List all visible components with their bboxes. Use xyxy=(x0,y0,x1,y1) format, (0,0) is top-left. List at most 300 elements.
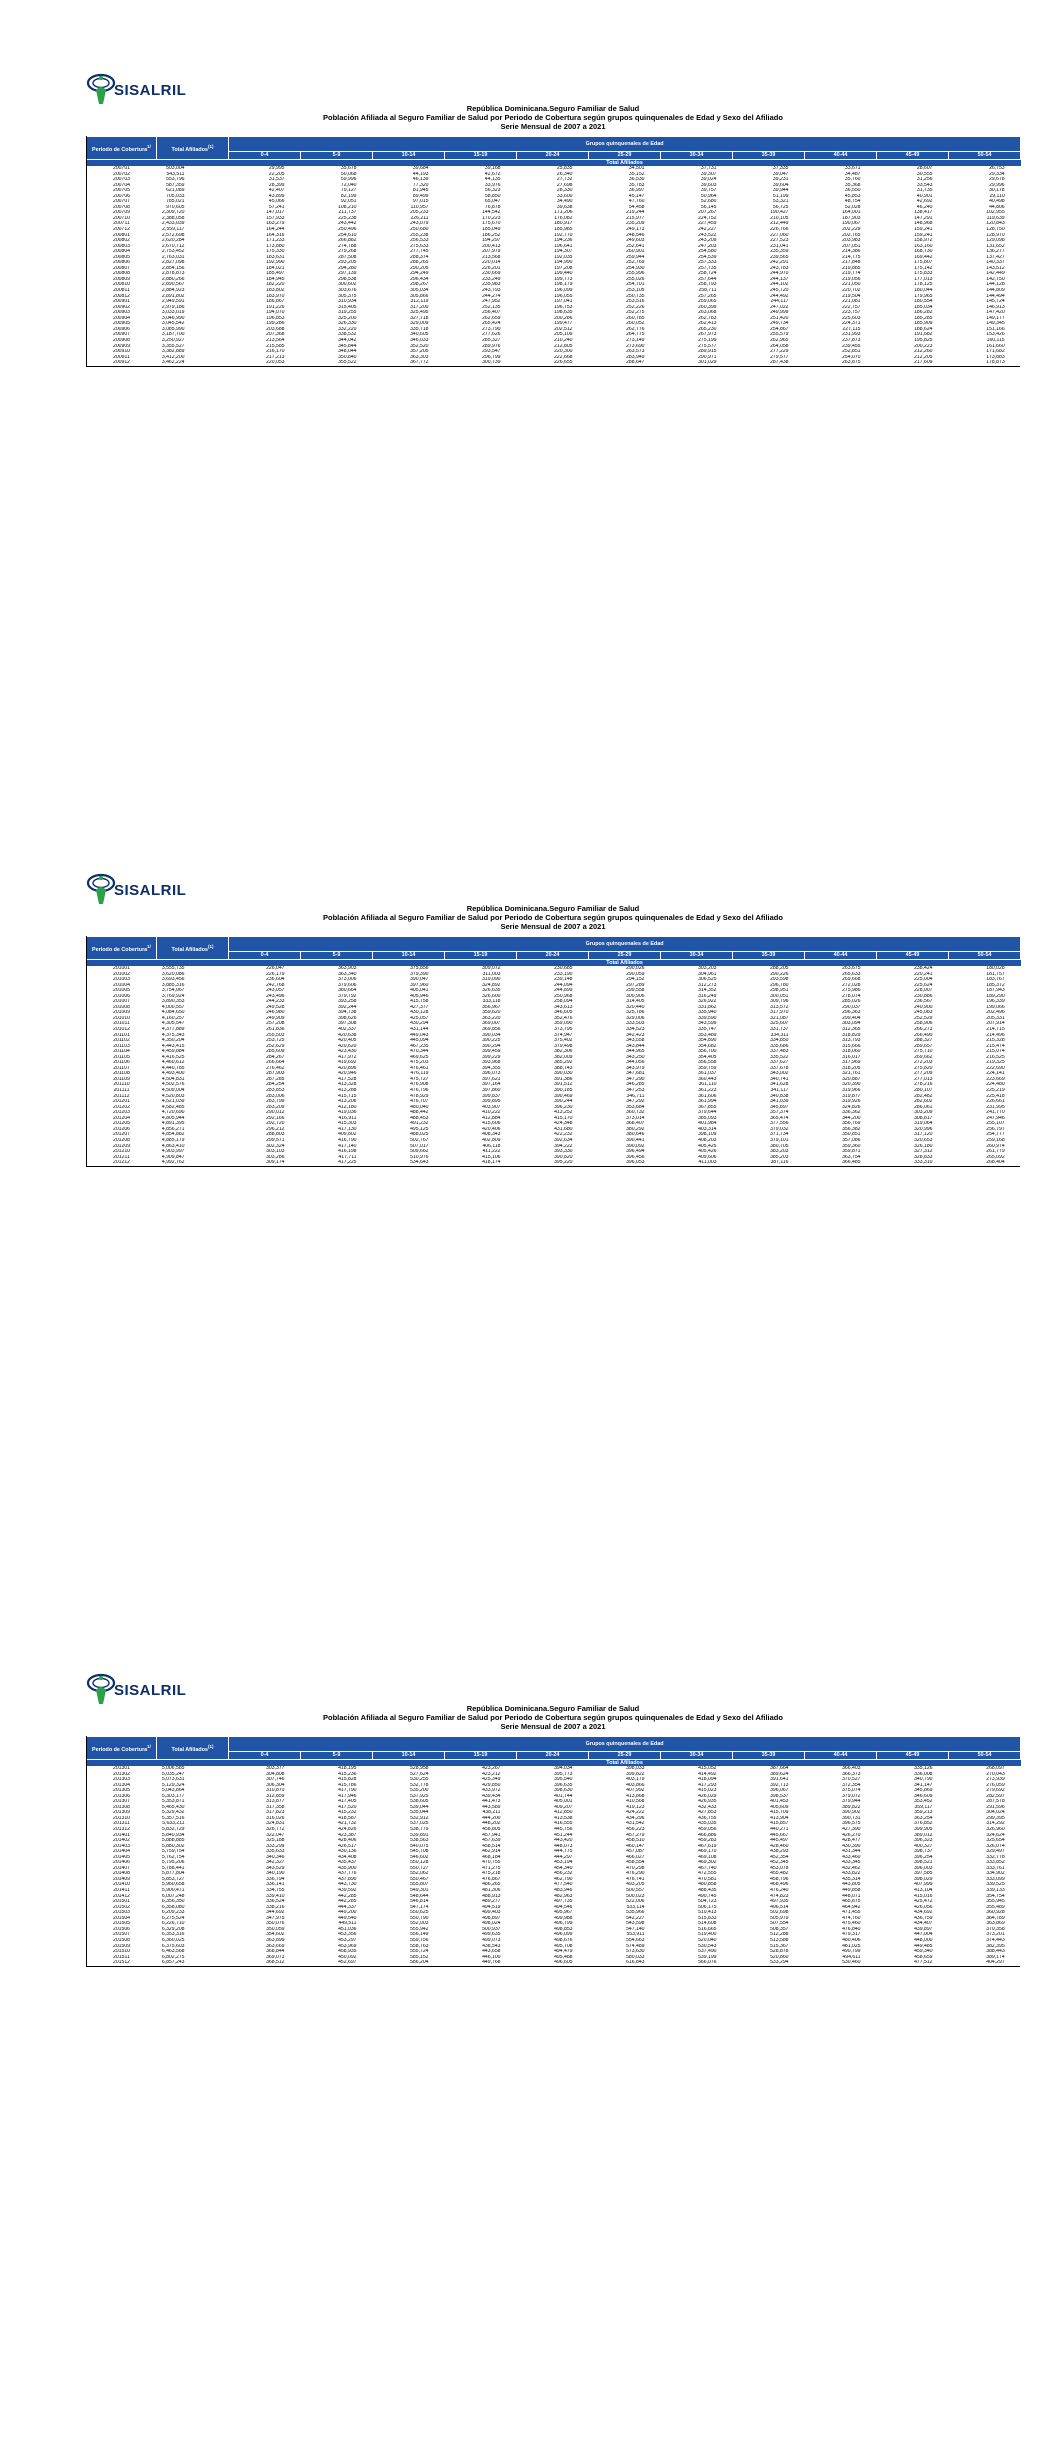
cell-age-value: 468,496 xyxy=(770,1882,789,1888)
cell-age-value: 283,799 xyxy=(266,1099,285,1105)
cell-age-value: 277,745 xyxy=(410,249,429,255)
cell-age-value: 538,605 xyxy=(410,1799,429,1805)
cell-age-value: 317,120 xyxy=(914,1132,933,1138)
cell-age-value: 148,968 xyxy=(914,221,933,227)
cell-total: 4,509,004 xyxy=(161,1088,185,1094)
header-age-20-24: 20-24 xyxy=(517,1752,589,1760)
cell-age-value: 269,662 xyxy=(914,1054,933,1060)
cell-age-value: 430,128 xyxy=(410,1010,429,1016)
cell-age-value: 444,200 xyxy=(482,1815,501,1821)
cell-total: 3,085,990 xyxy=(161,326,185,332)
cell-age-value: 417,140 xyxy=(338,1143,357,1149)
cell-total: 2,979,186 xyxy=(161,304,185,310)
cell-total: 2,827,098 xyxy=(161,260,185,266)
header-total-label: Total Afiliados xyxy=(171,946,209,953)
cell-periodo: 201205 xyxy=(113,1121,130,1127)
cell-age-value: 33,671 xyxy=(844,166,861,171)
table-row xyxy=(87,1160,1021,1166)
cell-age-value: 244,102 xyxy=(770,282,789,288)
cell-age-value: 33,976 xyxy=(484,182,501,188)
cell-age-value: 202,512 xyxy=(554,326,573,332)
cell-age-value: 313,793 xyxy=(842,1038,861,1044)
cell-age-value: 476,461 xyxy=(410,1065,429,1071)
cell-age-value: 494,611 xyxy=(842,1954,861,1960)
cell-periodo: 200809 xyxy=(113,276,130,282)
cell-age-value: 369,073 xyxy=(266,1954,285,1960)
cell-periodo: 201202 xyxy=(113,1104,130,1110)
cell-age-value: 46,139 xyxy=(412,177,429,183)
cell-age-value: 30,178 xyxy=(989,188,1005,194)
cell-age-value: 77,320 xyxy=(412,182,429,188)
cell-age-value: 346,285 xyxy=(626,1082,645,1088)
cell-age-value: 453,078 xyxy=(770,1865,789,1871)
cell-periodo: 201307 xyxy=(113,1799,130,1805)
cell-age-value: 547,140 xyxy=(626,1926,645,1932)
cell-periodo: 201301 xyxy=(113,1766,130,1771)
cell-age-value: 333,310 xyxy=(914,1160,933,1166)
cell-age-value: 292,720 xyxy=(266,1121,285,1127)
cell-age-value: 36,550 xyxy=(844,188,861,194)
cell-age-value: 426,935 xyxy=(698,1799,717,1805)
cell-age-value: 415,786 xyxy=(338,1782,357,1788)
cell-age-value: 326,180 xyxy=(914,1143,933,1149)
cell-age-value: 263,068 xyxy=(698,310,717,316)
cell-age-value: 438,211 xyxy=(482,1810,501,1816)
cell-age-value: 288,803 xyxy=(266,1132,285,1138)
cell-age-value: 390,047 xyxy=(410,977,429,983)
cell-age-value: 250,735 xyxy=(626,293,645,299)
report-titles xyxy=(86,1704,1020,1731)
cell-age-value: 252,851 xyxy=(842,349,861,355)
cell-age-value: 405,425 xyxy=(698,1143,717,1149)
cell-age-value: 363,899 xyxy=(266,1937,285,1943)
cell-age-value: 266,273 xyxy=(914,1027,933,1033)
cell-age-value: 217,213 xyxy=(266,354,285,360)
cell-age-value: 373,006 xyxy=(338,977,357,983)
cell-periodo: 201111 xyxy=(113,1088,130,1094)
header-age-5-9: 5-9 xyxy=(301,152,373,160)
cell-age-value: 486,265 xyxy=(482,1882,501,1888)
cell-total: 6,802,275 xyxy=(161,1954,185,1960)
cell-age-value: 339,410 xyxy=(266,1893,285,1899)
cell-age-value: 427,377 xyxy=(410,1004,429,1010)
cell-age-value: 250,496 xyxy=(338,227,357,233)
cell-age-value: 254,580 xyxy=(698,249,717,255)
cell-age-value: 420,896 xyxy=(338,1065,357,1071)
cell-age-value: 476,796 xyxy=(410,1088,429,1094)
cell-age-value: 244,233 xyxy=(266,999,285,1005)
cell-age-value: 260,785 xyxy=(626,315,645,321)
cell-age-value: 366,485 xyxy=(842,1160,861,1166)
cell-periodo: 201203 xyxy=(113,1110,130,1116)
cell-age-value: 457,279 xyxy=(626,1832,645,1838)
cell-age-value: 332,778 xyxy=(986,1854,1005,1860)
cell-age-value: 502,767 xyxy=(410,1137,429,1143)
cell-age-value: 507,554 xyxy=(770,1921,789,1927)
cell-age-value: 415,106 xyxy=(482,1154,501,1160)
cell-age-value: 360,443 xyxy=(698,1076,717,1082)
cell-age-value: 326,600 xyxy=(482,993,501,999)
cell-age-value: 379,072 xyxy=(842,1793,861,1799)
cell-age-value: 399,822 xyxy=(626,1771,645,1777)
cell-periodo: 201505 xyxy=(113,1921,130,1927)
cell-age-value: 243,522 xyxy=(698,232,717,238)
cell-age-value: 214,715 xyxy=(986,1027,1005,1033)
cell-age-value: 300,739 xyxy=(482,360,501,366)
cell-age-value: 180,554 xyxy=(914,299,933,305)
cell-periodo: 201005 xyxy=(113,988,130,994)
cell-age-value: 495,488 xyxy=(554,1954,573,1960)
cell-age-value: 389,624 xyxy=(770,1771,789,1777)
cell-periodo: 201006 xyxy=(113,993,130,999)
cell-age-value: 462,790 xyxy=(554,1876,573,1882)
cell-age-value: 283,209 xyxy=(266,1104,285,1110)
cell-periodo: 201405 xyxy=(113,1854,130,1860)
logo-text: SISALRIL xyxy=(114,882,187,899)
cell-periodo: 201003 xyxy=(113,977,130,983)
cell-periodo: 201210 xyxy=(113,1149,130,1155)
cell-age-value: 343,558 xyxy=(626,1038,645,1044)
cell-age-value: 180,917 xyxy=(554,221,573,227)
cell-age-value: 289,915 xyxy=(698,349,717,355)
cell-total: 4,992,762 xyxy=(161,1160,185,1166)
cell-age-value: 237,873 xyxy=(842,337,861,343)
report-series: Serie Mensual de 2007 a 2021 xyxy=(500,122,606,131)
cell-age-value: 182,220 xyxy=(266,282,285,288)
cell-age-value: 259,168 xyxy=(986,1137,1005,1143)
cell-periodo: 201412 xyxy=(113,1893,130,1899)
cell-age-value: 44,806 xyxy=(989,204,1005,210)
cell-total: 6,226,710 xyxy=(161,1921,185,1927)
cell-age-value: 153,426 xyxy=(986,332,1005,338)
cell-periodo: 201012 xyxy=(113,1027,130,1033)
cell-age-value: 158,972 xyxy=(914,238,933,244)
cell-age-value: 191,226 xyxy=(266,304,285,310)
cell-age-value: 335,747 xyxy=(698,1027,717,1033)
cell-age-value: 476,119 xyxy=(410,1071,429,1077)
cell-age-value: 532,912 xyxy=(410,1815,429,1821)
cell-age-value: 220,014 xyxy=(482,260,501,266)
cell-age-value: 405,041 xyxy=(410,988,429,994)
cell-age-value: 441,473 xyxy=(482,1799,501,1805)
cell-age-value: 290,226 xyxy=(770,971,789,977)
cell-age-value: 433,460 xyxy=(842,1854,861,1860)
cell-age-value: 144,128 xyxy=(986,282,1005,288)
cell-age-value: 457,639 xyxy=(482,1838,501,1844)
cell-age-value: 255,503 xyxy=(266,1032,285,1038)
logo-emblem-icon xyxy=(86,1670,116,1706)
header-age-35-39: 35-39 xyxy=(733,1752,805,1760)
cell-total: 3,462,224 xyxy=(161,360,185,366)
cell-total: 2,878,873 xyxy=(161,271,185,277)
cell-age-value: 403,179 xyxy=(626,1777,645,1783)
cell-age-value: 366,373 xyxy=(842,1771,861,1777)
cell-age-value: 402,337 xyxy=(338,1027,357,1033)
cell-age-value: 397,308 xyxy=(338,1021,357,1027)
cell-age-value: 304,808 xyxy=(266,1771,285,1777)
cell-total: 5,043,864 xyxy=(161,1788,185,1794)
cell-age-value: 530,543 xyxy=(698,1943,717,1949)
cell-age-value: 293,598 xyxy=(770,977,789,983)
cell-total: 4,440,785 xyxy=(161,1065,185,1071)
cell-age-value: 398,521 xyxy=(914,1860,933,1866)
cell-age-value: 290,026 xyxy=(626,966,645,971)
cell-age-value: 534,643 xyxy=(410,1160,429,1166)
cell-total: 4,582,485 xyxy=(161,1104,185,1110)
cell-age-value: 312,365 xyxy=(842,1027,861,1033)
cell-age-value: 185,049 xyxy=(482,227,501,233)
cell-age-value: 244,492 xyxy=(770,293,789,299)
logo-text: SISALRIL xyxy=(114,1682,187,1699)
cell-age-value: 196,339 xyxy=(986,999,1005,1005)
cell-age-value: 39,307 xyxy=(700,171,717,177)
cell-age-value: 443,589 xyxy=(482,1804,501,1810)
cell-age-value: 214,386 xyxy=(842,249,861,255)
cell-age-value: 444,337 xyxy=(338,1904,357,1910)
cell-age-value: 310,934 xyxy=(338,299,357,305)
cell-age-value: 220,053 xyxy=(266,360,285,366)
cell-age-value: 333,761 xyxy=(986,1865,1005,1871)
cell-age-value: 199,773 xyxy=(554,276,573,282)
cell-age-value: 272,203 xyxy=(914,1060,933,1066)
cell-age-value: 396,456 xyxy=(626,1154,645,1160)
cell-age-value: 459,340 xyxy=(914,1949,933,1955)
cell-age-value: 341,117 xyxy=(770,1088,789,1094)
cell-age-value: 329,497 xyxy=(986,1849,1005,1855)
cell-age-value: 339,590 xyxy=(698,1015,717,1021)
cell-age-value: 334,850 xyxy=(770,1038,789,1044)
header-age-15-19: 15-19 xyxy=(445,152,517,160)
cell-periodo: 200806 xyxy=(113,260,130,266)
cell-periodo: 201507 xyxy=(113,1932,130,1938)
cell-periodo: 201504 xyxy=(113,1915,130,1921)
cell-age-value: 318,060 xyxy=(842,1049,861,1055)
cell-age-value: 375,402 xyxy=(554,1038,573,1044)
cell-age-value: 476,908 xyxy=(410,1082,429,1088)
cell-periodo: 201206 xyxy=(113,1126,130,1132)
cell-total: 6,358,080 xyxy=(161,1904,185,1910)
cell-age-value: 289,976 xyxy=(482,343,501,349)
cell-age-value: 175,670 xyxy=(482,221,501,227)
cell-age-value: 359,117 xyxy=(914,1804,933,1810)
cell-age-value: 161,660 xyxy=(986,343,1005,349)
cell-age-value: 447,004 xyxy=(914,1932,933,1938)
cell-age-value: 235,983 xyxy=(482,282,501,288)
cell-total: 6,209,233 xyxy=(161,1910,185,1916)
cell-periodo: 201503 xyxy=(113,1910,130,1916)
cell-age-value: 355,489 xyxy=(986,1904,1005,1910)
cell-age-value: 45,147 xyxy=(628,193,645,199)
cell-age-value: 257,735 xyxy=(698,265,717,271)
cell-age-value: 243,057 xyxy=(266,988,285,994)
cell-age-value: 222,690 xyxy=(986,1065,1005,1071)
cell-total: 2,884,923 xyxy=(161,288,185,294)
cell-age-value: 392,634 xyxy=(554,1137,573,1143)
cell-age-value: 355,522 xyxy=(338,360,357,366)
cell-age-value: 423,267 xyxy=(482,1766,501,1771)
cell-age-value: 279,268 xyxy=(338,249,357,255)
cell-age-value: 340,790 xyxy=(914,1777,933,1783)
cell-age-value: 558,763 xyxy=(410,1943,429,1949)
cell-age-value: 54,458 xyxy=(628,204,645,210)
cell-age-value: 222,668 xyxy=(554,354,573,360)
cell-age-value: 398,537 xyxy=(770,1793,789,1799)
cell-age-value: 343,529 xyxy=(266,1865,285,1871)
cell-age-value: 202,496 xyxy=(986,1010,1005,1016)
cell-age-value: 325,188 xyxy=(266,1838,285,1844)
cell-age-value: 266,882 xyxy=(338,238,357,244)
cell-age-value: 190,067 xyxy=(842,221,861,227)
cell-age-value: 445,667 xyxy=(770,1832,789,1838)
cell-age-value: 53,321 xyxy=(772,199,789,205)
report-subtitle: Población Afiliada al Seguro Familiar de Salud por Periodo de Cobertura según grupos quinquenales de Edad y Sexo del Afiliado xyxy=(323,913,783,922)
cell-age-value: 555,942 xyxy=(410,1926,429,1932)
cell-age-value: 304,961 xyxy=(698,971,717,977)
cell-age-value: 285,026 xyxy=(842,999,861,1005)
cell-age-value: 79,127 xyxy=(340,188,357,194)
cell-age-value: 39,168 xyxy=(484,166,501,171)
cell-age-value: 585,152 xyxy=(410,1954,429,1960)
table-row xyxy=(87,360,1021,366)
cell-total: 5,880,302 xyxy=(161,1843,185,1849)
cell-age-value: 379,644 xyxy=(698,1110,717,1116)
cell-age-value: 361,110 xyxy=(698,1082,717,1088)
cell-age-value: 215,977 xyxy=(626,215,645,221)
cell-age-value: 458,510 xyxy=(626,1838,645,1844)
cell-periodo: 200706 xyxy=(113,193,130,199)
cell-age-value: 460,147 xyxy=(626,1843,645,1849)
cell-age-value: 391,386 xyxy=(554,1076,573,1082)
cell-age-value: 466,886 xyxy=(698,1832,717,1838)
cell-periodo: 201009 xyxy=(113,1010,130,1016)
cell-age-value: 537,025 xyxy=(410,1821,429,1827)
cell-age-value: 552,062 xyxy=(410,1871,429,1877)
cell-age-value: 379,032 xyxy=(770,1126,789,1132)
cell-age-value: 249,999 xyxy=(770,310,789,316)
header-total xyxy=(157,1737,229,1760)
cell-age-value: 29,110 xyxy=(989,193,1005,199)
cell-age-value: 413,206 xyxy=(338,1099,357,1105)
cell-total: 4,305,547 xyxy=(161,1021,185,1027)
cell-age-value: 488,453 xyxy=(410,1115,429,1121)
cell-age-value: 356,558 xyxy=(698,1060,717,1066)
cell-age-value: 401,744 xyxy=(554,1793,573,1799)
header-age-25-29: 25-29 xyxy=(589,952,661,960)
cell-periodo: 201211 xyxy=(113,1154,130,1160)
cell-age-value: 417,293 xyxy=(698,1782,717,1788)
cell-periodo: 200805 xyxy=(113,254,130,260)
cell-age-value: 489,277 xyxy=(482,1899,501,1905)
cell-age-value: 390,294 xyxy=(482,1043,501,1049)
cell-age-value: 39,047 xyxy=(772,171,789,177)
cell-periodo: 201212 xyxy=(113,1160,130,1166)
cell-age-value: 425,057 xyxy=(410,1015,429,1021)
cell-age-value: 452,345 xyxy=(770,1860,789,1866)
cell-age-value: 259,065 xyxy=(698,299,717,305)
cell-age-value: 39,603 xyxy=(700,182,717,188)
cell-age-value: 380,664 xyxy=(338,988,357,994)
cell-age-value: 268,404 xyxy=(986,1160,1005,1166)
cell-age-value: 59,996 xyxy=(340,177,357,183)
cell-age-value: 390,244 xyxy=(554,1099,573,1105)
cell-age-value: 405,001 xyxy=(554,1799,573,1805)
cell-age-value: 212,205 xyxy=(914,354,933,360)
cell-age-value: 507,017 xyxy=(410,1143,429,1149)
cell-age-value: 394,738 xyxy=(338,1010,357,1016)
cell-age-value: 360,928 xyxy=(986,1910,1005,1916)
cell-age-value: 254,539 xyxy=(698,254,717,260)
cell-age-value: 324,831 xyxy=(266,1821,285,1827)
cell-age-value: 430,294 xyxy=(410,1021,429,1027)
cell-age-value: 363,340 xyxy=(338,971,357,977)
cell-age-value: 283,006 xyxy=(266,1093,285,1099)
cell-age-value: 194,307 xyxy=(554,249,573,255)
cell-periodo: 201209 xyxy=(113,1143,130,1149)
cell-total: 5,329,432 xyxy=(161,1810,185,1816)
report-titles xyxy=(86,104,1020,131)
cell-age-value: 44,193 xyxy=(412,171,429,177)
cell-periodo: 201104 xyxy=(113,1049,130,1055)
cell-age-value: 335,126 xyxy=(914,1766,933,1771)
cell-age-value: 539,044 xyxy=(410,1804,429,1810)
header-age-45-49: 45-49 xyxy=(877,952,949,960)
cell-age-value: 474,760 xyxy=(842,1915,861,1921)
cell-age-value: 327,312 xyxy=(914,1149,933,1155)
cell-age-value: 344,056 xyxy=(626,1060,645,1066)
cell-age-value: 294,152 xyxy=(626,977,645,983)
header-age-15-19: 15-19 xyxy=(445,1752,517,1760)
cell-age-value: 252,629 xyxy=(266,1043,285,1049)
cell-age-value: 298,538 xyxy=(338,276,357,282)
cell-age-value: 287,438 xyxy=(770,360,789,366)
cell-total: 6,007,248 xyxy=(161,1893,185,1899)
cell-periodo: 201002 xyxy=(113,971,130,977)
cell-periodo: 201204 xyxy=(113,1115,130,1121)
cell-age-value: 498,024 xyxy=(482,1921,501,1927)
cell-age-value: 336,362 xyxy=(842,1110,861,1116)
cell-age-value: 221,081 xyxy=(842,299,861,305)
cell-periodo: 200812 xyxy=(113,293,130,299)
cell-age-value: 390,441 xyxy=(626,1137,645,1143)
cell-age-value: 259,944 xyxy=(626,254,645,260)
cell-age-value: 340,190 xyxy=(266,1871,285,1877)
cell-age-value: 230,886 xyxy=(914,993,933,999)
cell-age-value: 359,213 xyxy=(914,1810,933,1816)
cell-age-value: 387,664 xyxy=(770,1766,789,1771)
cell-age-value: 435,437 xyxy=(338,1860,357,1866)
cell-age-value: 514,608 xyxy=(698,1921,717,1927)
cell-age-value: 263,675 xyxy=(842,966,861,971)
cell-periodo: 201312 xyxy=(113,1827,130,1833)
header-total xyxy=(157,137,229,160)
cell-age-value: 316,017 xyxy=(842,1054,861,1060)
cell-age-value: 390,902 xyxy=(842,1810,861,1816)
cell-age-value: 476,840 xyxy=(842,1926,861,1932)
cell-age-value: 417,130 xyxy=(338,1126,357,1132)
cell-age-value: 136,277 xyxy=(986,249,1005,255)
cell-periodo: 200909 xyxy=(113,343,130,349)
cell-age-value: 420,946 xyxy=(338,1071,357,1077)
cell-age-value: 459,283 xyxy=(698,1838,717,1844)
cell-age-value: 299,558 xyxy=(626,988,645,994)
cell-age-value: 539,199 xyxy=(698,1954,717,1960)
cell-age-value: 334,311 xyxy=(770,1032,789,1038)
cell-age-value: 262,783 xyxy=(698,315,717,321)
cell-age-value: 320,996 xyxy=(914,1126,933,1132)
cell-periodo: 200707 xyxy=(113,199,130,205)
cell-age-value: 219,774 xyxy=(842,271,861,277)
cell-age-value: 183,631 xyxy=(266,254,285,260)
